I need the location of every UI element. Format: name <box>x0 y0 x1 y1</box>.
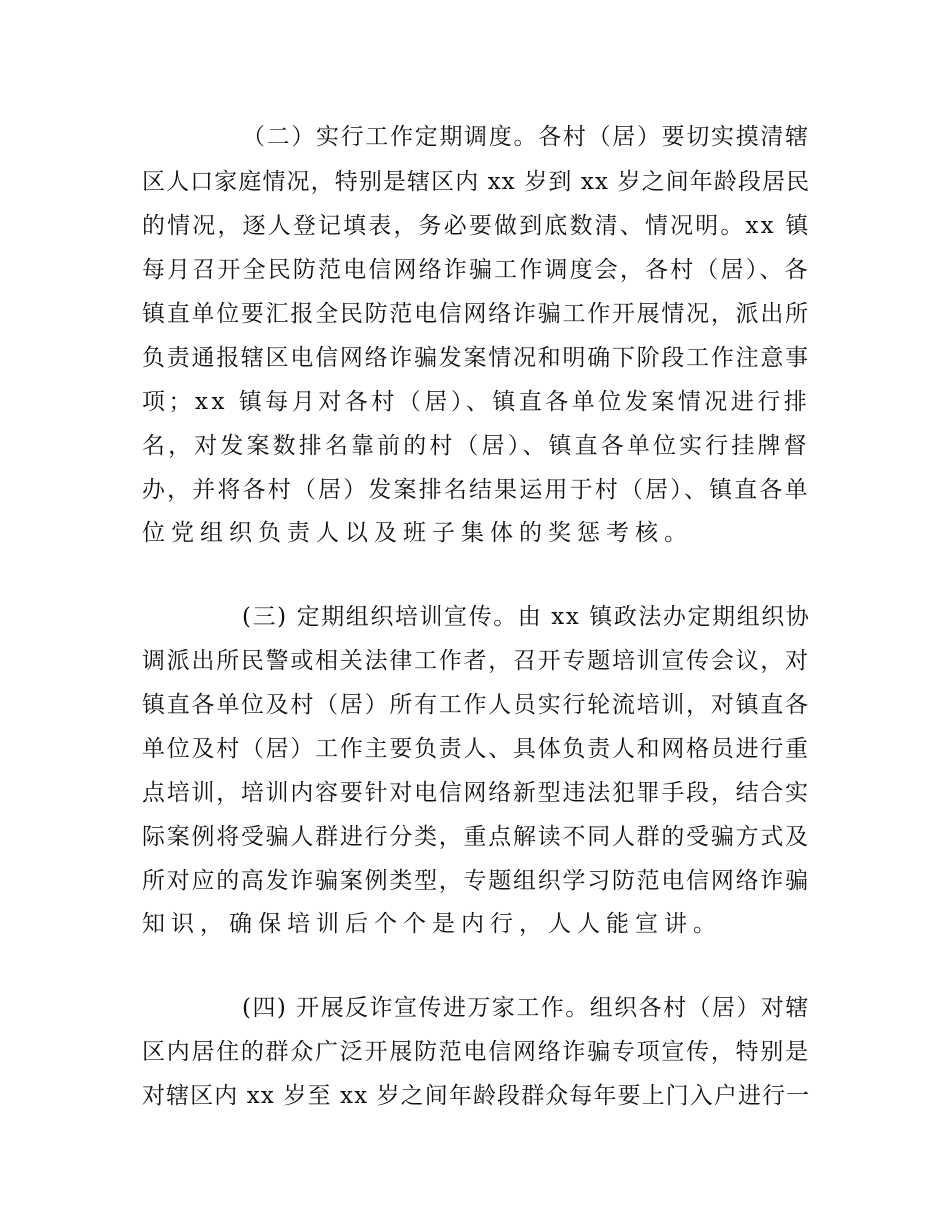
paragraph-2-line-3: 镇直各单位及村（居）所有工作人员实行轮流培训，对镇直各 <box>142 692 810 718</box>
paragraph-1-line-6: 负责通报辖区电信网络诈骗发案情况和明确下阶段工作注意事 <box>142 345 810 371</box>
paragraph-1-line-4: 每月召开全民防范电信网络诈骗工作调度会，各村（居）、各 <box>142 257 810 283</box>
paragraph-1-line-9: 办，并将各村（居）发案排名结果运用于村（居）、镇直各单 <box>142 477 810 503</box>
paragraph-1-line-1: （二）实行工作定期调度。各村（居）要切实摸清辖 <box>242 124 810 150</box>
paragraph-2-line-4: 单位及村（居）工作主要负责人、具体负责人和网格员进行重 <box>142 736 810 762</box>
paragraph-1-line-8: 名，对发案数排名靠前的村（居）、镇直各单位实行挂牌督 <box>142 433 810 459</box>
paragraph-1-line-3: 的情况，逐人登记填表，务必要做到底数清、情况明。xx 镇 <box>142 213 811 239</box>
paragraph-3-line-1: (四) 开展反诈宣传进万家工作。组织各村（居）对辖 <box>242 995 810 1021</box>
paragraph-2-line-7: 所对应的高发诈骗案例类型，专题组织学习防范电信网络诈骗 <box>142 868 810 894</box>
paragraph-1-line-10: 位党组织负责人以及班子集体的奖惩考核。 <box>142 520 693 546</box>
paragraph-3-line-2: 区内居住的群众广泛开展防范电信网络诈骗专项宣传，特别是 <box>142 1039 810 1065</box>
paragraph-1-line-2: 区人口家庭情况，特别是辖区内 xx 岁到 xx 岁之间年龄段居民 <box>142 169 811 195</box>
paragraph-2-line-1: (三) 定期组织培训宣传。由 xx 镇政法办定期组织协 <box>242 604 811 630</box>
paragraph-3-line-3: 对辖区内 xx 岁至 xx 岁之间年龄段群众每年要上门入户进行一 <box>142 1083 811 1109</box>
paragraph-1-line-7: 项；xx 镇每月对各村（居）、镇直各单位发案情况进行排 <box>142 389 811 415</box>
paragraph-1-line-5: 镇直单位要汇报全民防范电信网络诈骗工作开展情况，派出所 <box>142 301 810 327</box>
paragraph-2-line-2: 调派出所民警或相关法律工作者，召开专题培训宣传会议，对 <box>142 648 810 674</box>
paragraph-2-line-8: 知识，确保培训后个个是内行，人人能宣讲。 <box>142 911 722 937</box>
paragraph-2-line-6: 际案例将受骗人群进行分类，重点解读不同人群的受骗方式及 <box>142 824 810 850</box>
paragraph-2-line-5: 点培训，培训内容要针对电信网络新型违法犯罪手段，结合实 <box>142 780 810 806</box>
